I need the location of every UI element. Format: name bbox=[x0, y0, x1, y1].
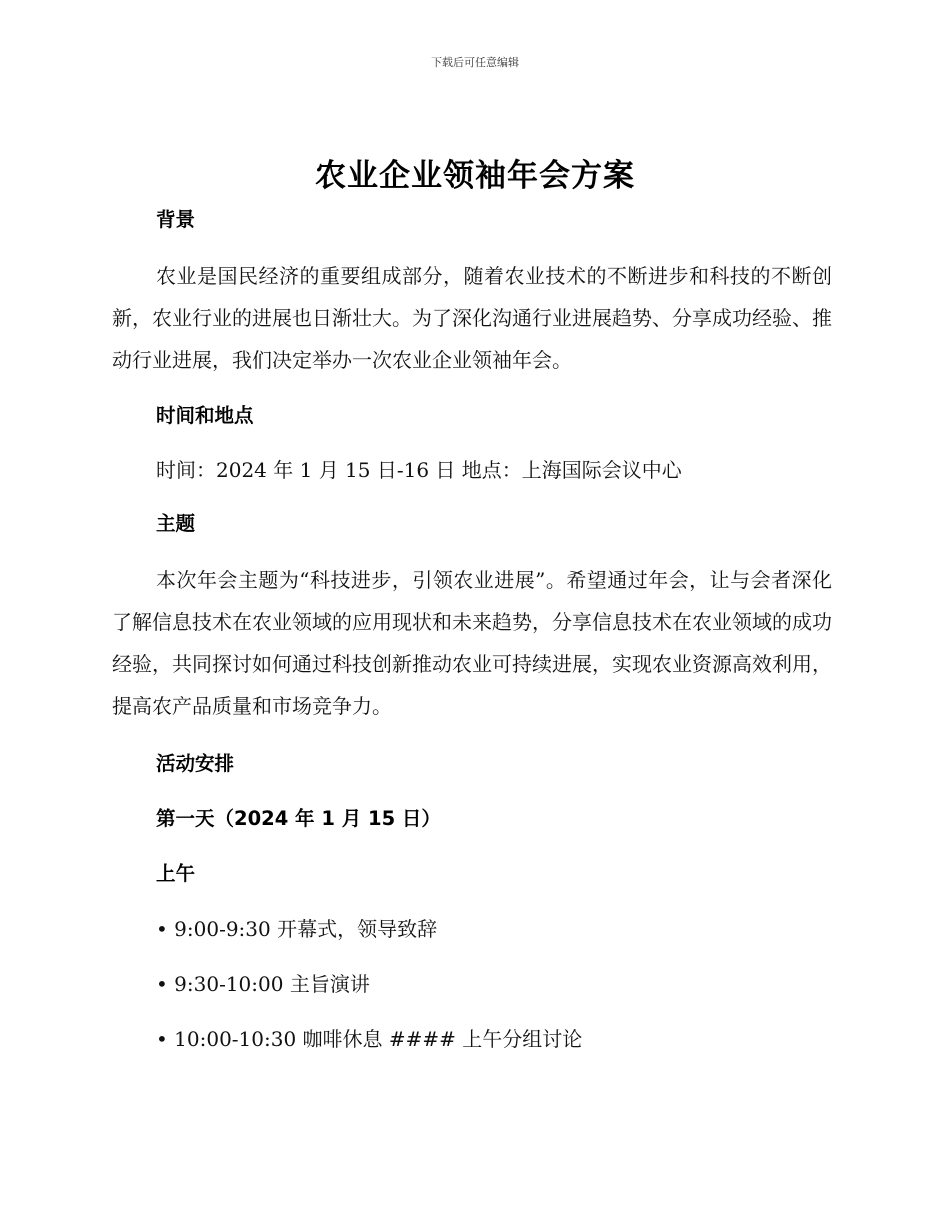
heading-theme: 主题 bbox=[156, 512, 196, 535]
schedule-item: • 9:00-9:30 开幕式，领导致辞 bbox=[156, 917, 438, 941]
heading-background: 背景 bbox=[156, 208, 196, 231]
page-header-note: 下载后可任意编辑 bbox=[431, 56, 519, 69]
paragraph-background: 农业是国民经济的重要组成部分，随着农业技术的不断进步和科技的不断创新，农业行业的进展也日渐壮大。为了深化沟通行业进展趋势、分享成功经验、推动行业进展，我们决定举办一次农业企业领袖年会。 bbox=[112, 264, 832, 372]
paragraph-theme: 本次年会主题为“科技进步，引领农业进展”。希望通过年会，让与会者深化了解信息技术在农业领域的应用现状和未来趋势，分享信息技术在农业领域的成功经验，共同探讨如何通过科技创新推动农业可持续进展，实现农业资源高效利用，提高农产品质量和市场竞争力。 bbox=[112, 568, 832, 718]
time-place-line: 时间：2024 年 1 月 15 日-16 日 地点：上海国际会议中心 bbox=[156, 458, 682, 482]
document-title: 农业企业领袖年会方案 bbox=[315, 158, 635, 194]
heading-morning: 上午 bbox=[156, 862, 196, 885]
heading-day-one: 第一天（2024 年 1 月 15 日） bbox=[156, 807, 441, 830]
document-body bbox=[112, 205, 832, 1054]
heading-time-place: 时间和地点 bbox=[156, 404, 254, 427]
schedule-item: • 9:30-10:00 主旨演讲 bbox=[156, 972, 370, 996]
heading-schedule: 活动安排 bbox=[156, 752, 235, 775]
schedule-item: • 10:00-10:30 咖啡休息 #### 上午分组讨论 bbox=[156, 1027, 583, 1051]
